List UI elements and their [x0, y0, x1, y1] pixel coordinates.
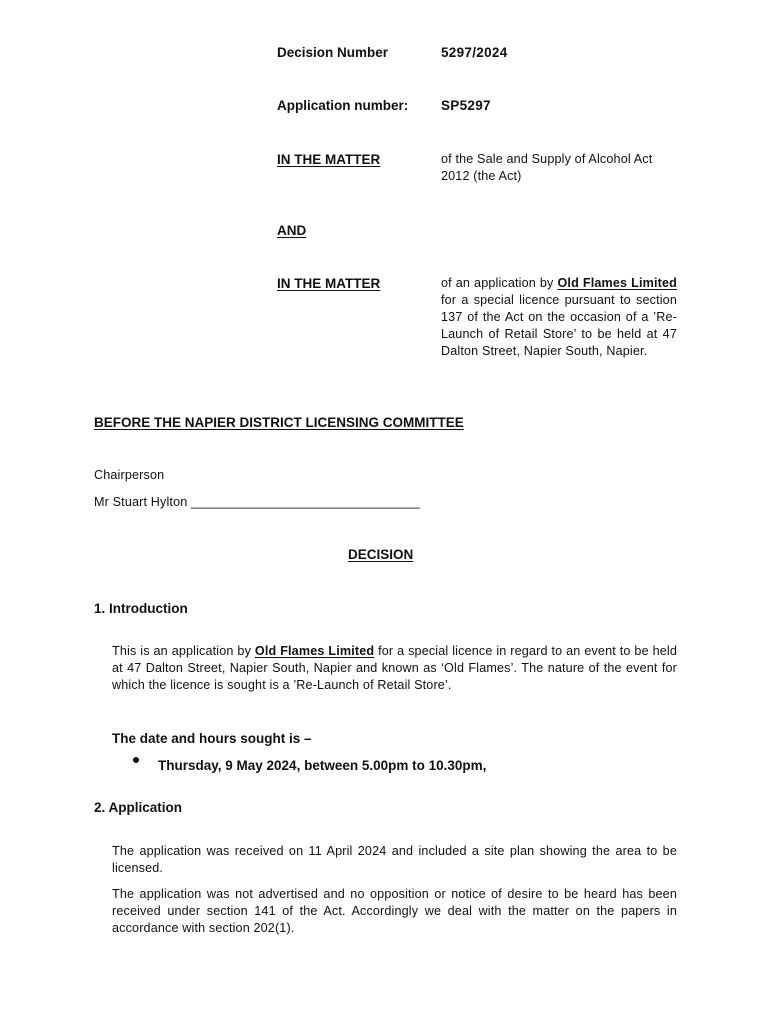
matter-heading-1: IN THE MATTER	[277, 152, 381, 167]
company-name: Old Flames Limited	[557, 276, 678, 290]
decision-number-label: Decision Number	[277, 45, 389, 60]
matter-text-1: of the Sale and Supply of Alcohol Act 2012 (the Act)	[441, 152, 653, 183]
application-number-value: SP5297	[441, 98, 491, 113]
chairperson-label: Chairperson	[94, 468, 165, 482]
committee-heading: BEFORE THE NAPIER DISTRICT LICENSING COMMITTEE	[94, 415, 464, 430]
introduction-heading: 1. Introduction	[94, 601, 188, 616]
application-number-label: Application number:	[277, 98, 409, 113]
date-item: Thursday, 9 May 2024, between 5.00pm to 10.30pm,	[158, 758, 487, 773]
application-paragraph-2: The application was not advertised and no opposition or notice of desire to be heard has been received under section 141 of the Act. Accordingly we deal with the matter on the papers in accordance with section 202(1).	[112, 887, 677, 935]
decision-heading: DECISION	[348, 547, 414, 562]
matter-text-2-pre: of an application by	[441, 276, 558, 290]
chairperson-name: Mr Stuart Hylton ________________________________	[94, 495, 420, 509]
dates-heading: The date and hours sought is –	[112, 731, 312, 746]
introduction-paragraph	[112, 643, 677, 694]
application-paragraph-1: The application was received on 11 April 2024 and included a site plan showing the area to be licensed.	[112, 844, 677, 875]
bullet-icon	[133, 757, 139, 763]
decision-number-value: 5297/2024	[441, 45, 508, 60]
matter-text-2-post: for a special licence pursuant to section 137 of the Act on the occasion of a ’Re-Launch of Retail Store’ to be held at 47 Dalton Street, Napier South, Napier.	[441, 293, 677, 358]
intro-company-name: Old Flames Limited	[254, 644, 375, 658]
intro-post: for a special licence in regard to an event to be held at 47 Dalton Street, Napier South, Napier and known as ‘Old Flames’. The nature of the event for which the licence is sought is a ’Re-Launch of Retail Store’.	[112, 644, 677, 692]
matter-text-2	[441, 275, 677, 360]
and-heading: AND	[277, 223, 307, 238]
intro-pre: This is an application by	[112, 644, 255, 658]
matter-heading-2: IN THE MATTER	[277, 276, 381, 291]
application-heading: 2. Application	[94, 800, 183, 815]
